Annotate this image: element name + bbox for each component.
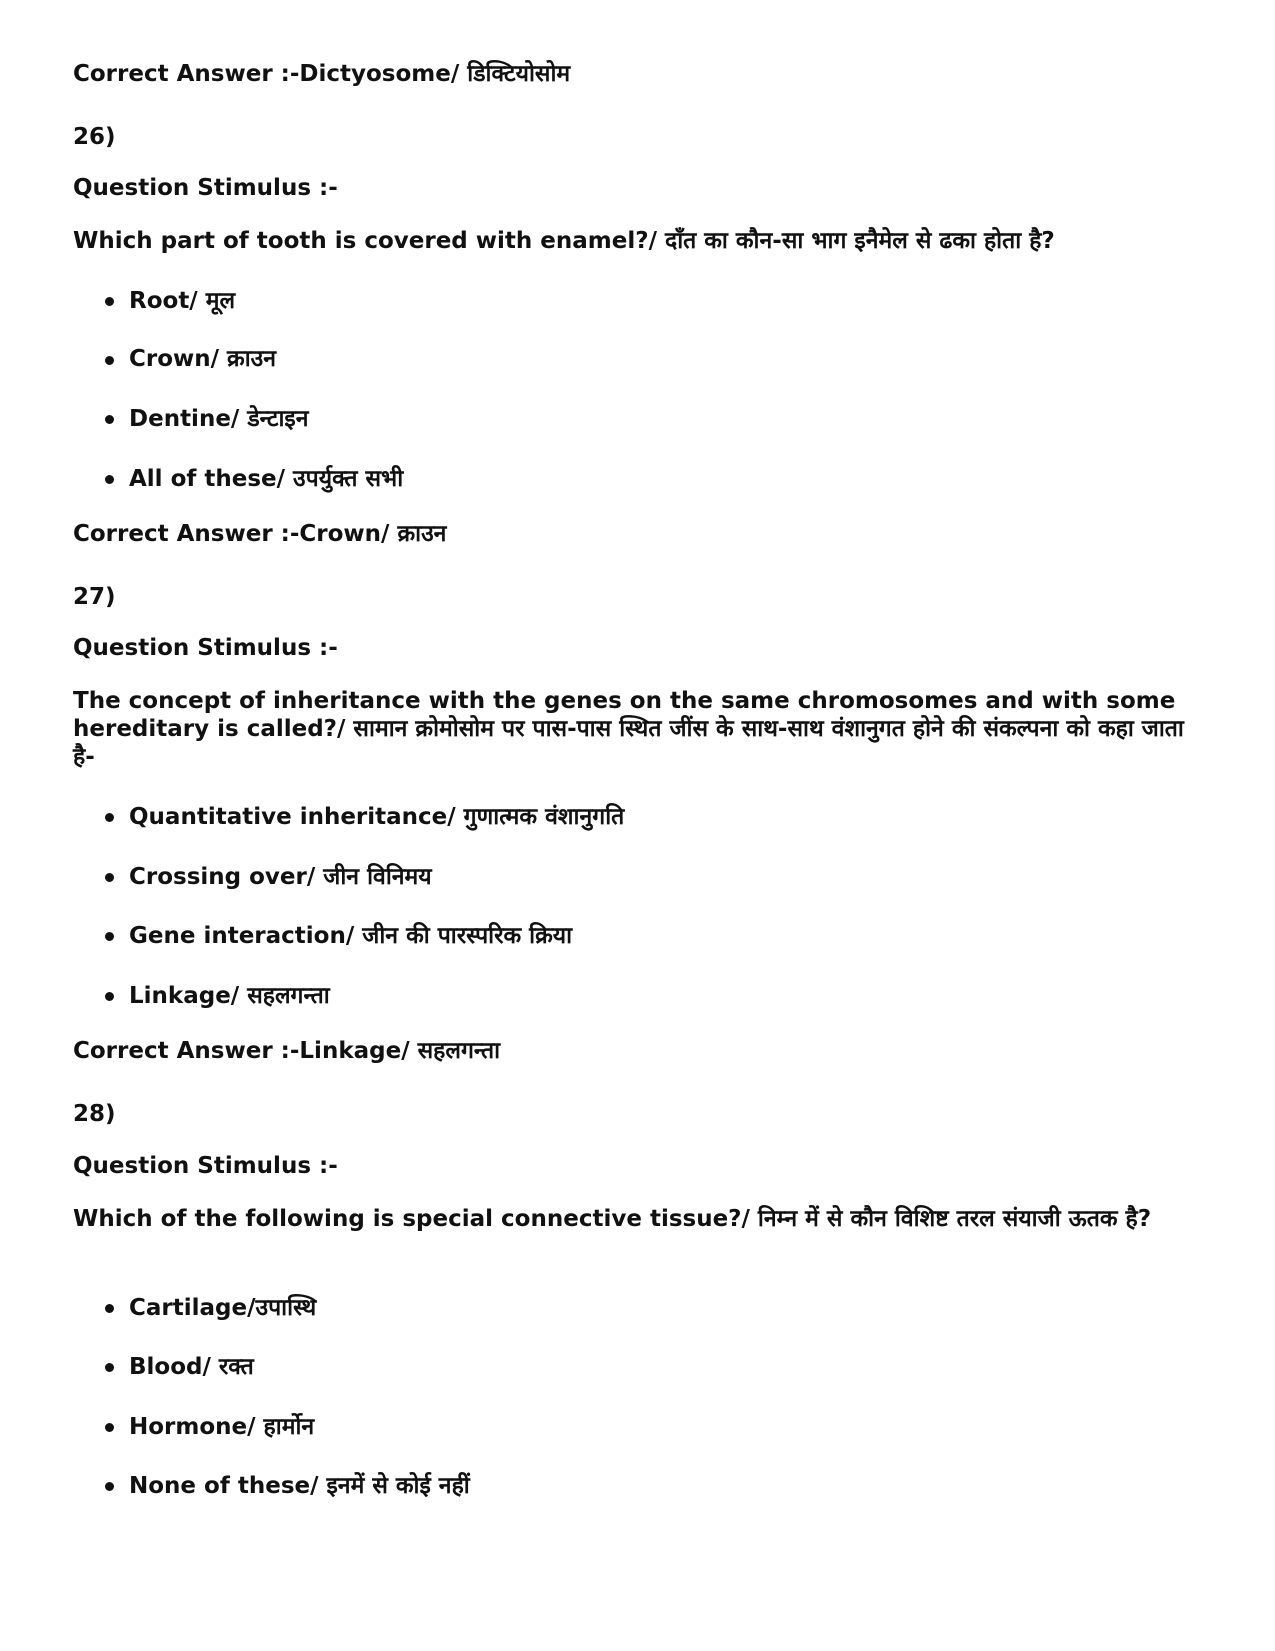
- option: Root/ मूल: [129, 288, 236, 314]
- bullet-icon: [105, 932, 114, 941]
- option: Crown/ क्राउन: [129, 346, 277, 372]
- correct-answer: Correct Answer :-Linkage/ सहलगन्ता: [73, 1038, 501, 1064]
- question-stimulus-label: Question Stimulus :-: [73, 175, 338, 201]
- question-stimulus-label: Question Stimulus :-: [73, 635, 338, 661]
- bullet-icon: [105, 1423, 114, 1432]
- correct-answer: Correct Answer :-Dictyosome/ डिक्टियोसोम: [73, 61, 571, 87]
- bullet-icon: [105, 873, 114, 882]
- document-page: [73, 0, 1203, 1651]
- option: None of these/ इनमें से कोई नहीं: [129, 1473, 470, 1499]
- question-text: Which of the following is special connective tissue?/ निम्न में से कौन विशिष्ट तरल संयाजी ऊतक है?: [73, 1206, 1152, 1232]
- option: Crossing over/ जीन विनिमय: [129, 864, 432, 890]
- question-text: Which part of tooth is covered with enamel?/ दाँत का कौन-सा भाग इनैमेल से ढका होता है?: [73, 228, 1055, 254]
- option: Gene interaction/ जीन की पारस्परिक क्रिया: [129, 923, 573, 949]
- option: Quantitative inheritance/ गुणात्मक वंशानुगति: [129, 804, 625, 830]
- option: Dentine/ डेन्टाइन: [129, 406, 309, 432]
- question-number: 28): [73, 1101, 116, 1127]
- bullet-icon: [105, 1482, 114, 1491]
- bullet-icon: [105, 992, 114, 1001]
- question-stimulus-label: Question Stimulus :-: [73, 1153, 338, 1179]
- bullet-icon: [105, 415, 114, 424]
- bullet-icon: [105, 1363, 114, 1372]
- bullet-icon: [105, 356, 114, 365]
- option: All of these/ उपर्युक्त सभी: [129, 466, 404, 492]
- option: Linkage/ सहलगन्ता: [129, 983, 330, 1009]
- option: Cartilage/उपास्थि: [129, 1295, 317, 1321]
- bullet-icon: [105, 475, 114, 484]
- question-number: 26): [73, 124, 116, 150]
- option: Hormone/ हार्मोन: [129, 1414, 315, 1440]
- correct-answer: Correct Answer :-Crown/ क्राउन: [73, 521, 447, 547]
- question-number: 27): [73, 584, 116, 610]
- bullet-icon: [105, 1304, 114, 1313]
- question-text: The concept of inheritance with the genes on the same chromosomes and with some hereditary is called?/ सामान क्रोमोसोम पर पास-पास स्थित जींस के साथ-साथ वंशानुगत होने की संकल्पना को कहा जाता है-: [73, 688, 1184, 770]
- bullet-icon: [105, 813, 114, 822]
- bullet-icon: [105, 297, 114, 306]
- option: Blood/ रक्त: [129, 1354, 254, 1380]
